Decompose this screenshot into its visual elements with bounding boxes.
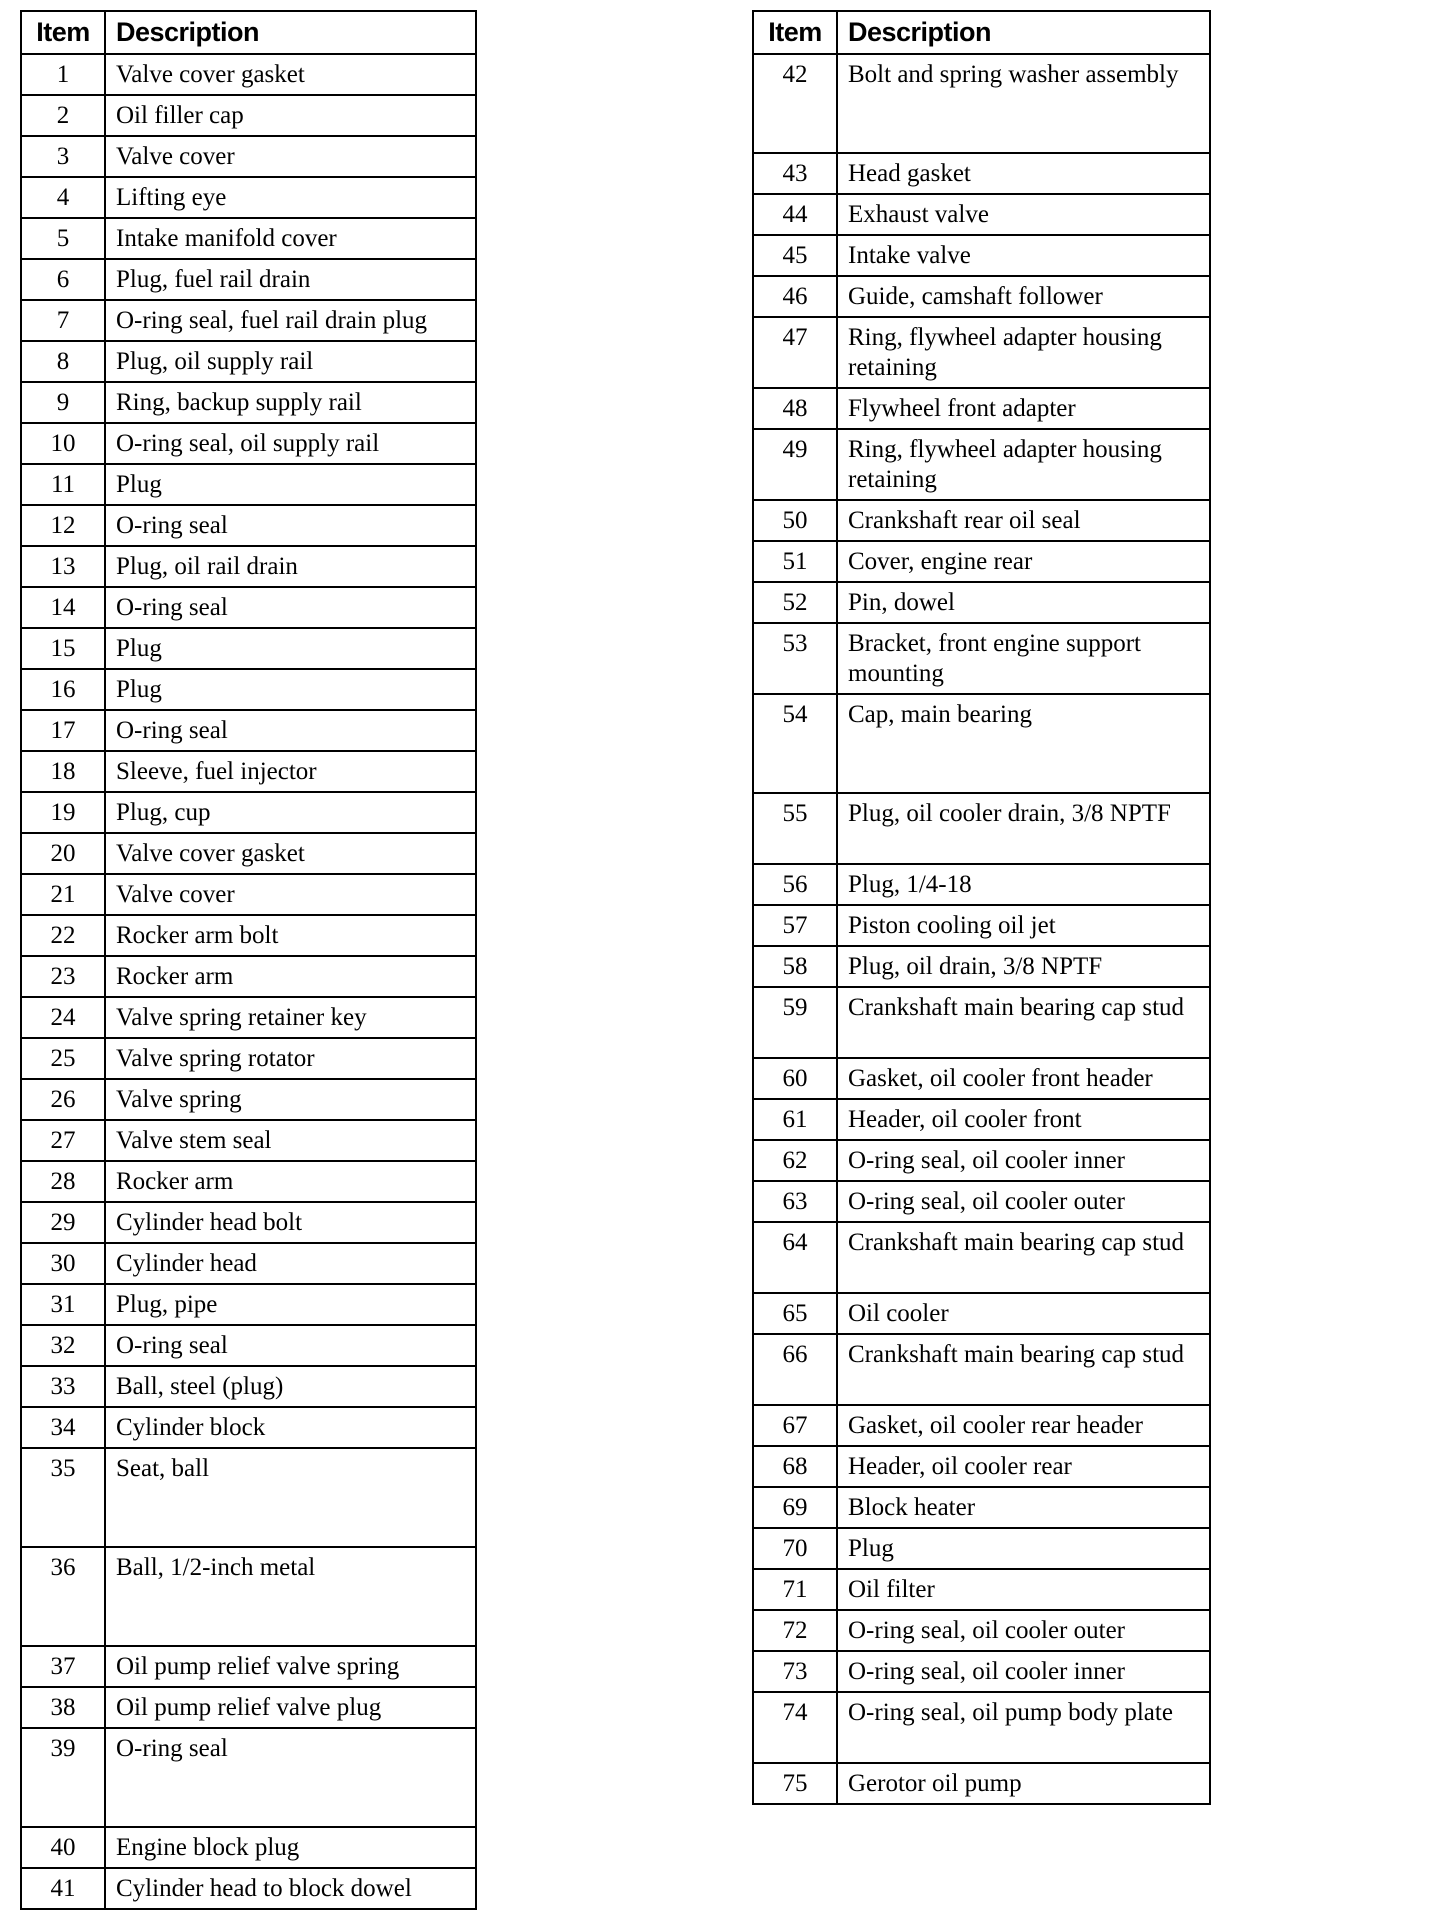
table-row (753, 793, 1210, 864)
header-row (753, 11, 1210, 54)
item-description: Exhaust valve (837, 194, 1210, 235)
table-row (753, 500, 1210, 541)
item-description: Gasket, oil cooler rear header (837, 1405, 1210, 1446)
item-number: 19 (21, 792, 105, 833)
item-description: Plug (837, 1528, 1210, 1569)
item-description: Gerotor oil pump (837, 1763, 1210, 1804)
item-number: 24 (21, 997, 105, 1038)
item-number: 56 (753, 864, 837, 905)
item-description: Valve cover (105, 136, 476, 177)
item-description: Head gasket (837, 153, 1210, 194)
item-description: Valve cover (105, 874, 476, 915)
table-row (21, 1687, 476, 1728)
table-row (753, 1334, 1210, 1405)
table-row (753, 1528, 1210, 1569)
item-number: 21 (21, 874, 105, 915)
item-description: Oil filter (837, 1569, 1210, 1610)
item-description: O-ring seal (105, 587, 476, 628)
table-row (21, 259, 476, 300)
item-description: Cylinder head to block dowel (105, 1868, 476, 1909)
item-number: 55 (753, 793, 837, 864)
table-row (753, 541, 1210, 582)
item-description: Crankshaft main bearing cap stud (837, 1222, 1210, 1293)
table-row (21, 1827, 476, 1868)
parts-table-left (20, 10, 477, 1910)
item-description: Valve cover gasket (105, 833, 476, 874)
item-number: 49 (753, 429, 837, 500)
table-row (21, 1284, 476, 1325)
table-row (21, 546, 476, 587)
item-number: 33 (21, 1366, 105, 1407)
table-row (753, 694, 1210, 793)
description-column-header: Description (105, 11, 476, 54)
table-row (21, 1366, 476, 1407)
table-row (753, 1651, 1210, 1692)
item-number: 36 (21, 1547, 105, 1646)
table-row (753, 905, 1210, 946)
table-row (21, 1161, 476, 1202)
table-row (21, 505, 476, 546)
item-number: 52 (753, 582, 837, 623)
item-description: Valve spring (105, 1079, 476, 1120)
item-description: O-ring seal (105, 1728, 476, 1827)
table-row (753, 864, 1210, 905)
item-number: 5 (21, 218, 105, 259)
item-number: 26 (21, 1079, 105, 1120)
item-number: 17 (21, 710, 105, 751)
item-number: 32 (21, 1325, 105, 1366)
item-description: Ball, 1/2-inch metal (105, 1547, 476, 1646)
table-row (21, 1448, 476, 1547)
item-number: 72 (753, 1610, 837, 1651)
item-description: Seat, ball (105, 1448, 476, 1547)
table-row (21, 1728, 476, 1827)
table-row (21, 1038, 476, 1079)
table-row (21, 1079, 476, 1120)
item-number: 1 (21, 54, 105, 95)
item-number: 13 (21, 546, 105, 587)
table-row (753, 582, 1210, 623)
item-number: 16 (21, 669, 105, 710)
item-description: Plug, oil drain, 3/8 NPTF (837, 946, 1210, 987)
item-description: O-ring seal, oil supply rail (105, 423, 476, 464)
item-description: Oil cooler (837, 1293, 1210, 1334)
item-description: O-ring seal (105, 1325, 476, 1366)
item-number: 63 (753, 1181, 837, 1222)
item-description: Plug (105, 464, 476, 505)
table-row (21, 1646, 476, 1687)
item-description: Valve spring rotator (105, 1038, 476, 1079)
item-number: 37 (21, 1646, 105, 1687)
item-description: Valve cover gasket (105, 54, 476, 95)
item-number: 10 (21, 423, 105, 464)
item-number: 28 (21, 1161, 105, 1202)
table-row (21, 1243, 476, 1284)
header-row (21, 11, 476, 54)
table-row (753, 1222, 1210, 1293)
item-number: 38 (21, 1687, 105, 1728)
item-description: Header, oil cooler rear (837, 1446, 1210, 1487)
item-number: 45 (753, 235, 837, 276)
table-row (21, 587, 476, 628)
item-number: 44 (753, 194, 837, 235)
item-number: 41 (21, 1868, 105, 1909)
item-description: Plug, pipe (105, 1284, 476, 1325)
item-description: Block heater (837, 1487, 1210, 1528)
item-description: Rocker arm (105, 956, 476, 997)
table-row (21, 751, 476, 792)
item-column-header: Item (753, 11, 837, 54)
table-row (21, 1868, 476, 1909)
item-description: Valve stem seal (105, 1120, 476, 1161)
item-description: Cylinder block (105, 1407, 476, 1448)
item-description: O-ring seal, oil pump body plate (837, 1692, 1210, 1763)
item-description: O-ring seal, oil cooler inner (837, 1651, 1210, 1692)
table-row (753, 1140, 1210, 1181)
item-number: 12 (21, 505, 105, 546)
item-number: 75 (753, 1763, 837, 1804)
item-description: Rocker arm bolt (105, 915, 476, 956)
item-description: Ring, flywheel adapter housing retaining (837, 317, 1210, 388)
item-description: O-ring seal, oil cooler outer (837, 1610, 1210, 1651)
item-number: 47 (753, 317, 837, 388)
table-row (753, 1181, 1210, 1222)
table-row (21, 218, 476, 259)
item-description: Ring, backup supply rail (105, 382, 476, 423)
table-row (753, 388, 1210, 429)
table-row (753, 1099, 1210, 1140)
item-number: 40 (21, 1827, 105, 1868)
item-number: 66 (753, 1334, 837, 1405)
table-row (753, 1692, 1210, 1763)
item-description: Valve spring retainer key (105, 997, 476, 1038)
item-number: 30 (21, 1243, 105, 1284)
table-row (753, 1446, 1210, 1487)
item-description: Crankshaft main bearing cap stud (837, 1334, 1210, 1405)
item-description: Cover, engine rear (837, 541, 1210, 582)
item-number: 73 (753, 1651, 837, 1692)
table-row (21, 669, 476, 710)
item-description: Plug, oil cooler drain, 3/8 NPTF (837, 793, 1210, 864)
table-row (21, 54, 476, 95)
item-description: Flywheel front adapter (837, 388, 1210, 429)
table-row (753, 276, 1210, 317)
item-description: Plug, oil rail drain (105, 546, 476, 587)
item-number: 59 (753, 987, 837, 1058)
item-description: Piston cooling oil jet (837, 905, 1210, 946)
table-row (21, 177, 476, 218)
table-row (21, 956, 476, 997)
item-number: 57 (753, 905, 837, 946)
item-number: 8 (21, 341, 105, 382)
item-column-header: Item (21, 11, 105, 54)
item-description: O-ring seal (105, 710, 476, 751)
table-row (21, 382, 476, 423)
table-row (21, 1325, 476, 1366)
item-number: 53 (753, 623, 837, 694)
item-description: Plug, 1/4-18 (837, 864, 1210, 905)
item-description: Rocker arm (105, 1161, 476, 1202)
table-row (753, 946, 1210, 987)
item-description: Engine block plug (105, 1827, 476, 1868)
table-row (21, 95, 476, 136)
table-row (21, 874, 476, 915)
item-number: 15 (21, 628, 105, 669)
item-description: Ring, flywheel adapter housing retaining (837, 429, 1210, 500)
table-row (753, 623, 1210, 694)
item-description: Plug (105, 628, 476, 669)
item-number: 11 (21, 464, 105, 505)
item-description: Intake valve (837, 235, 1210, 276)
table-row (753, 1405, 1210, 1446)
table-row (21, 423, 476, 464)
item-number: 35 (21, 1448, 105, 1547)
item-number: 46 (753, 276, 837, 317)
item-description: Oil pump relief valve plug (105, 1687, 476, 1728)
item-description: Crankshaft rear oil seal (837, 500, 1210, 541)
table-row (753, 1610, 1210, 1651)
item-description: Pin, dowel (837, 582, 1210, 623)
item-description: Intake manifold cover (105, 218, 476, 259)
item-number: 23 (21, 956, 105, 997)
table-row (21, 300, 476, 341)
table-row (21, 997, 476, 1038)
item-number: 34 (21, 1407, 105, 1448)
item-number: 65 (753, 1293, 837, 1334)
table-row (753, 1487, 1210, 1528)
table-row (753, 429, 1210, 500)
table-row (21, 1202, 476, 1243)
table-row (753, 194, 1210, 235)
item-description: Header, oil cooler front (837, 1099, 1210, 1140)
item-number: 51 (753, 541, 837, 582)
item-number: 18 (21, 751, 105, 792)
item-description: Plug, cup (105, 792, 476, 833)
table-row (753, 317, 1210, 388)
item-number: 31 (21, 1284, 105, 1325)
table-row (21, 833, 476, 874)
table-row (753, 1293, 1210, 1334)
item-description: Cylinder head bolt (105, 1202, 476, 1243)
item-description: Guide, camshaft follower (837, 276, 1210, 317)
item-number: 64 (753, 1222, 837, 1293)
table-row (753, 1763, 1210, 1804)
table-row (753, 1569, 1210, 1610)
item-description: Gasket, oil cooler front header (837, 1058, 1210, 1099)
item-number: 67 (753, 1405, 837, 1446)
item-number: 39 (21, 1728, 105, 1827)
item-number: 27 (21, 1120, 105, 1161)
table-row (21, 628, 476, 669)
table-row (753, 1058, 1210, 1099)
item-number: 71 (753, 1569, 837, 1610)
item-description: Oil pump relief valve spring (105, 1646, 476, 1687)
item-description: O-ring seal, fuel rail drain plug (105, 300, 476, 341)
item-number: 68 (753, 1446, 837, 1487)
item-description: O-ring seal, oil cooler inner (837, 1140, 1210, 1181)
item-number: 7 (21, 300, 105, 341)
table-row (753, 235, 1210, 276)
table-row (753, 54, 1210, 153)
table-row (21, 710, 476, 751)
item-description: Bolt and spring washer assembly (837, 54, 1210, 153)
item-description: Crankshaft main bearing cap stud (837, 987, 1210, 1058)
item-description: Cap, main bearing (837, 694, 1210, 793)
item-description: Plug (105, 669, 476, 710)
description-column-header: Description (837, 11, 1210, 54)
table-row (21, 1407, 476, 1448)
item-number: 3 (21, 136, 105, 177)
item-number: 58 (753, 946, 837, 987)
item-description: Plug, oil supply rail (105, 341, 476, 382)
table-row (21, 341, 476, 382)
table-row (21, 1120, 476, 1161)
item-description: O-ring seal (105, 505, 476, 546)
item-number: 2 (21, 95, 105, 136)
table-row (21, 1547, 476, 1646)
item-number: 50 (753, 500, 837, 541)
item-description: Bracket, front engine support mounting (837, 623, 1210, 694)
item-number: 48 (753, 388, 837, 429)
item-number: 60 (753, 1058, 837, 1099)
table-row (21, 136, 476, 177)
item-description: O-ring seal, oil cooler outer (837, 1181, 1210, 1222)
table-row (21, 464, 476, 505)
item-number: 22 (21, 915, 105, 956)
item-number: 69 (753, 1487, 837, 1528)
item-description: Lifting eye (105, 177, 476, 218)
item-number: 54 (753, 694, 837, 793)
item-number: 61 (753, 1099, 837, 1140)
item-description: Plug, fuel rail drain (105, 259, 476, 300)
item-description: Sleeve, fuel injector (105, 751, 476, 792)
item-number: 74 (753, 1692, 837, 1763)
parts-table-right (752, 10, 1211, 1805)
item-number: 6 (21, 259, 105, 300)
table-row (753, 987, 1210, 1058)
item-number: 25 (21, 1038, 105, 1079)
item-description: Ball, steel (plug) (105, 1366, 476, 1407)
item-description: Oil filler cap (105, 95, 476, 136)
table-row (753, 153, 1210, 194)
table-row (21, 792, 476, 833)
table-row (21, 915, 476, 956)
item-description: Cylinder head (105, 1243, 476, 1284)
item-number: 9 (21, 382, 105, 423)
item-number: 62 (753, 1140, 837, 1181)
item-number: 14 (21, 587, 105, 628)
item-number: 29 (21, 1202, 105, 1243)
item-number: 43 (753, 153, 837, 194)
item-number: 20 (21, 833, 105, 874)
item-number: 4 (21, 177, 105, 218)
item-number: 70 (753, 1528, 837, 1569)
item-number: 42 (753, 54, 837, 153)
